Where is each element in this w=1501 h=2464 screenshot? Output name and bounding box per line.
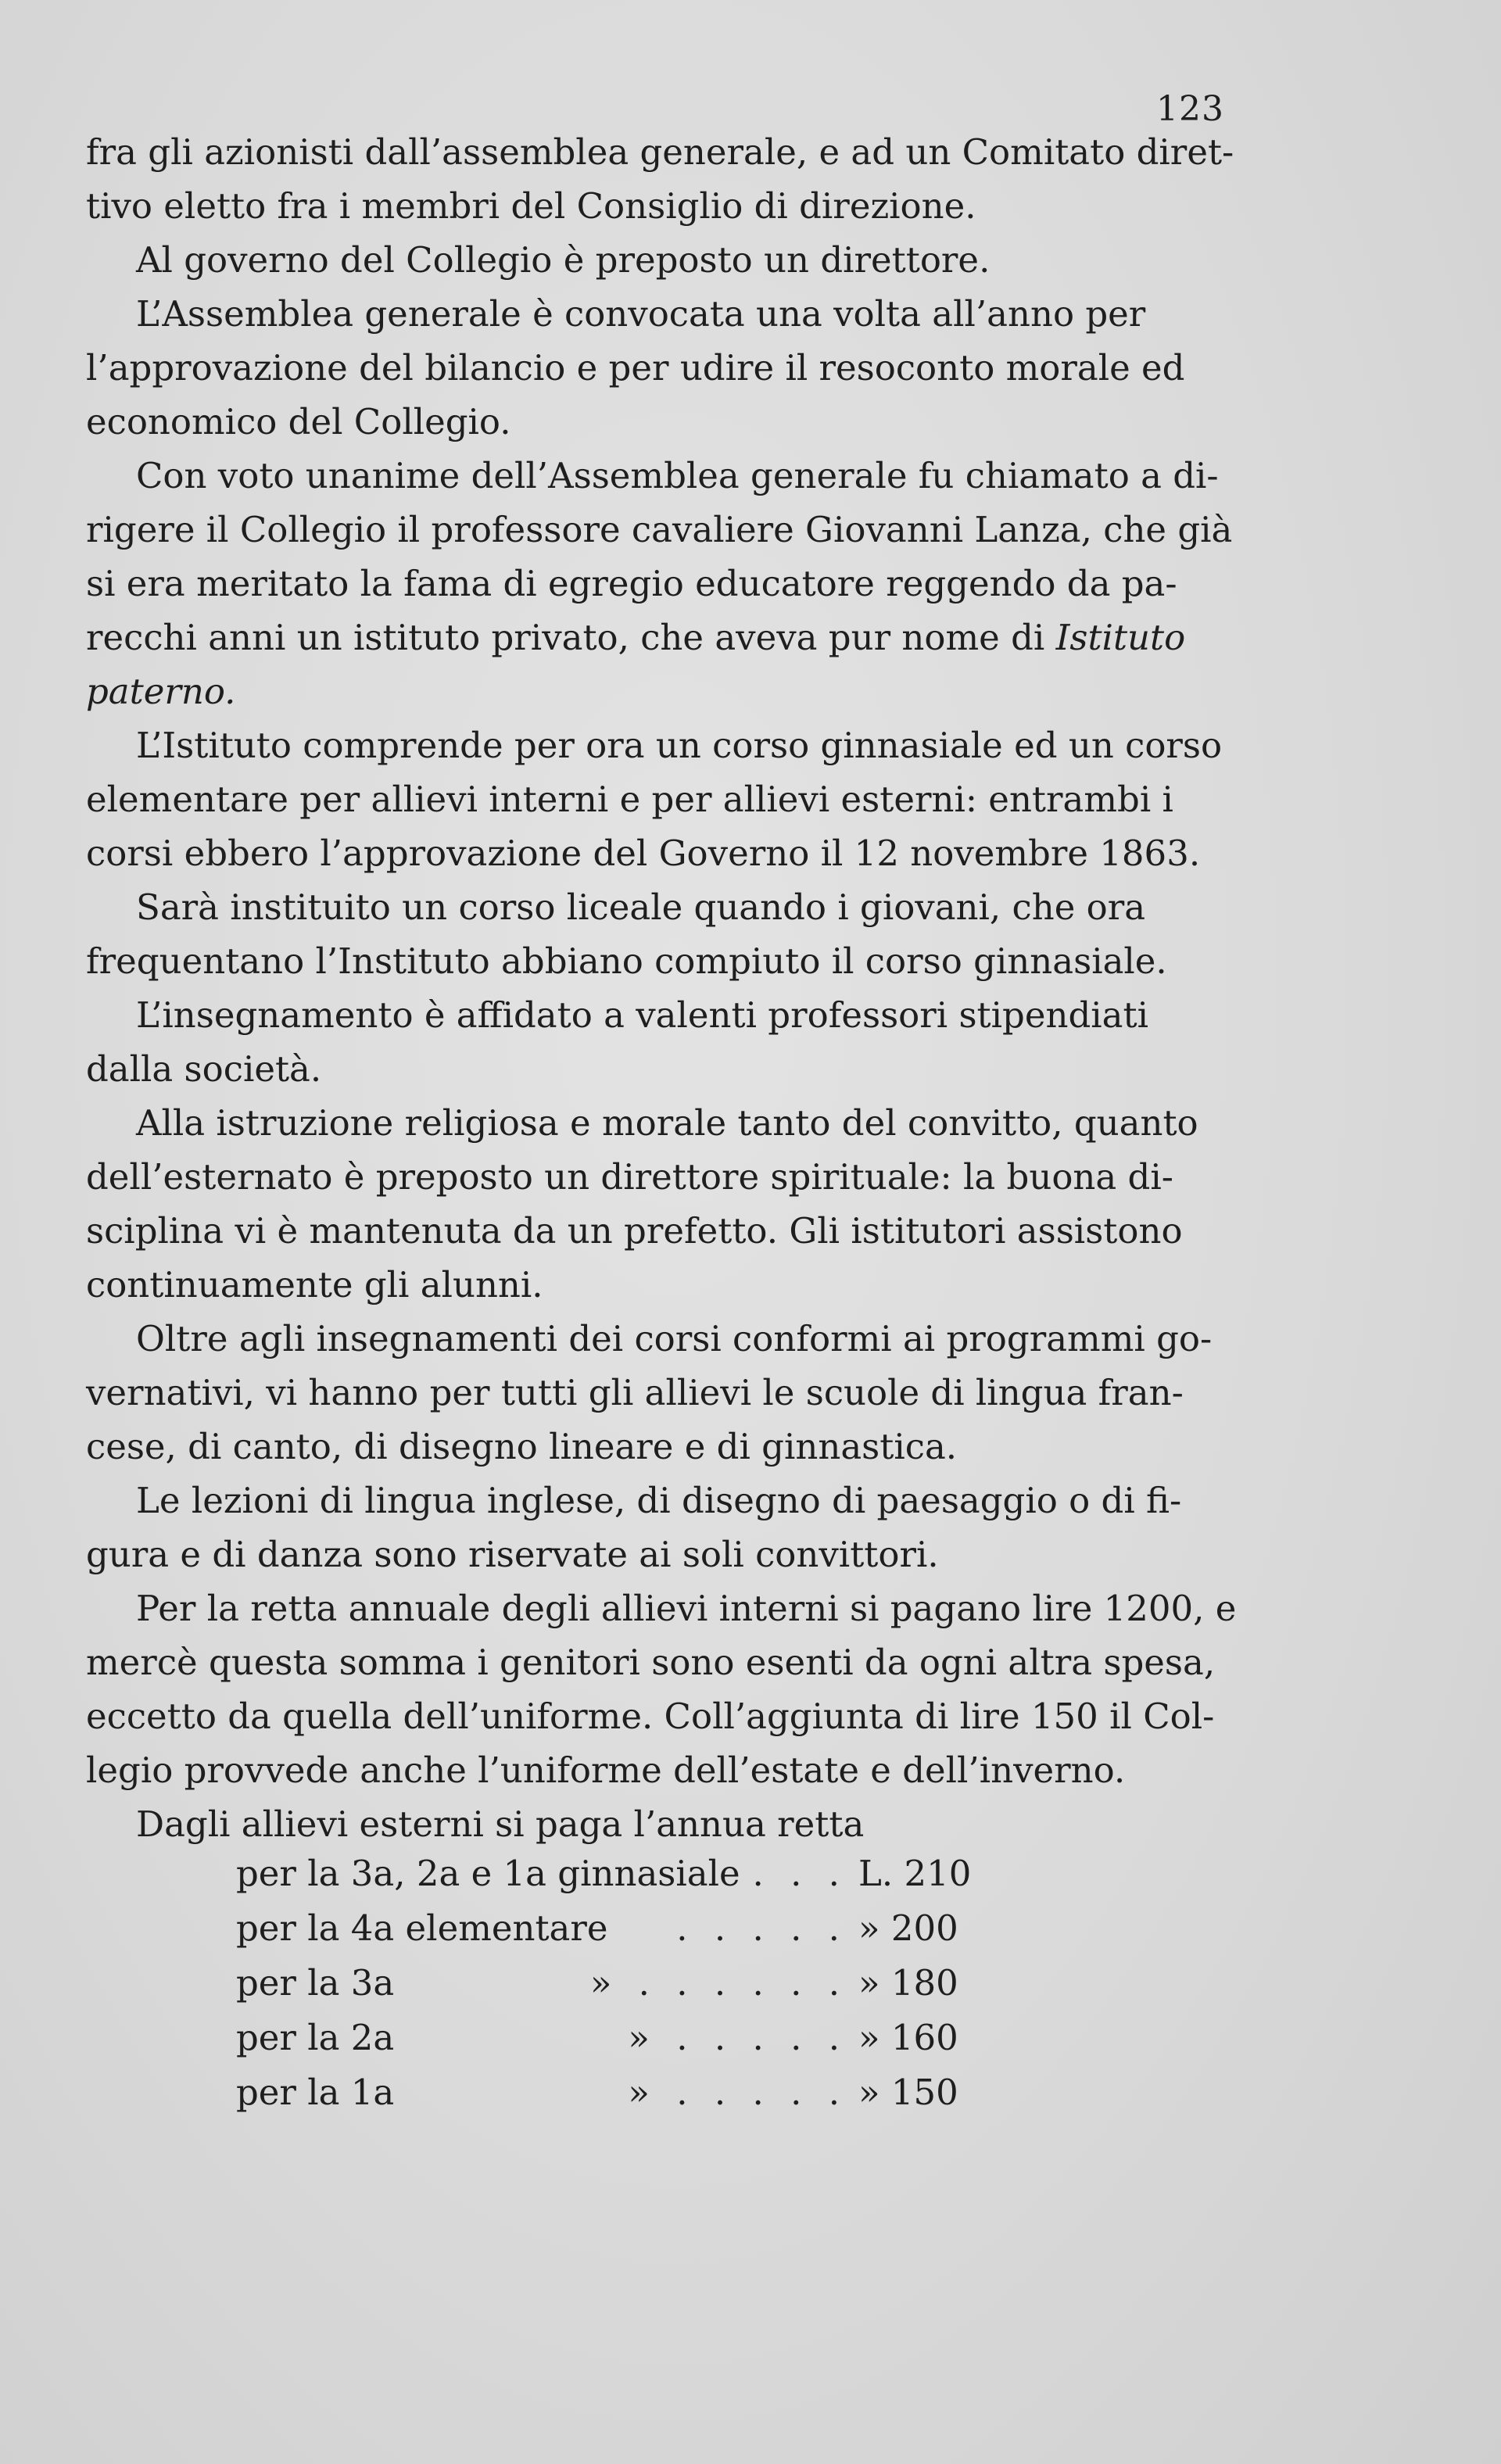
text-line: Sarà instituito un corso liceale quando i giovani, che ora (136, 886, 1146, 928)
tuition-dots: . . . (752, 1853, 847, 1894)
body-text (86, 125, 1237, 1851)
italic-word: Istituto (1055, 617, 1186, 658)
text-line: continuamente gli alunni. (86, 1264, 543, 1305)
tuition-label: per la 1a (236, 2072, 395, 2113)
tuition-row (236, 1846, 972, 1901)
text-line: gura e di danza sono riservate ai soli convittori. (86, 1534, 939, 1575)
text-line: Oltre agli insegnamenti dei corsi conformi ai programmi go- (136, 1318, 1213, 1359)
tuition-label: per la 2a (236, 2017, 395, 2058)
tuition-label: per la 3a, 2a e 1a ginnasiale (236, 1853, 740, 1894)
text-line: tivo eletto fra i membri del Consiglio di direzione. (86, 185, 976, 227)
text-line: Le lezioni di lingua inglese, di disegno di paesaggio o di fi- (136, 1480, 1182, 1521)
tuition-dots: » . . . . . (628, 2017, 847, 2058)
text-line: Dagli allievi esterni si paga l’annua retta (136, 1803, 865, 1845)
text-line: cese, di canto, di disegno lineare e di ginnastica. (86, 1426, 958, 1467)
tuition-dots: » . . . . . . (589, 1962, 847, 2004)
tuition-dots: . . . . . (676, 1907, 847, 1949)
text-line: dalla società. (86, 1048, 322, 1090)
text-line: Per la retta annuale degli allievi interni si pagano lire 1200, e (136, 1588, 1237, 1629)
text-line: L’insegnamento è affidato a valenti professori stipendiati (136, 994, 1148, 1036)
text-line: Alla istruzione religiosa e morale tanto del convitto, quanto (136, 1102, 1198, 1144)
text-line: rigere il Collegio il professore cavaliere Giovanni Lanza, che già (86, 509, 1233, 550)
text-line: Con voto unanime dell’Assemblea generale fu chiamato a di- (136, 455, 1219, 496)
tuition-amount: » 200 (858, 1907, 958, 1949)
text-line: dell’esternato è preposto un direttore spirituale: la buona di- (86, 1156, 1173, 1198)
text-line: l’approvazione del bilancio e per udire il resoconto morale ed (86, 347, 1185, 389)
tuition-row (236, 2065, 958, 2120)
text-line: fra gli azionisti dall’assemblea generale, e ad un Comitato diret- (86, 131, 1234, 173)
text-line: frequentano l’Instituto abbiano compiuto il corso ginnasiale. (86, 940, 1167, 982)
tuition-row (236, 1901, 958, 1956)
text-line (86, 611, 1227, 664)
text-line: legio provvede anche l’uniforme dell’estate e dell’inverno. (86, 1750, 1126, 1791)
text-line: si era meritato la fama di egregio educatore reggendo da pa- (86, 563, 1177, 604)
tuition-label: per la 4a elementare (236, 1907, 608, 1949)
tuition-dots: » . . . . . (628, 2072, 847, 2113)
text-span: recchi anni un istituto privato, che aveva pur nome di (86, 617, 1045, 658)
text-line: eccetto da quella dell’uniforme. Coll’aggiunta di lire 150 il Col- (86, 1696, 1215, 1737)
text-line: mercè questa somma i genitori sono esenti da ogni altra spesa, (86, 1642, 1216, 1683)
text-line: Al governo del Collegio è preposto un direttore. (136, 239, 991, 281)
text-line: L’Assemblea generale è convocata una volta all’anno per (136, 293, 1146, 335)
tuition-table (236, 1846, 972, 2120)
tuition-row (236, 2011, 958, 2065)
tuition-amount: » 160 (858, 2017, 958, 2058)
page-number: 123 (1156, 89, 1224, 129)
tuition-row (236, 1956, 958, 2011)
tuition-label: per la 3a (236, 1962, 395, 2004)
text-line: elementare per allievi interni e per allievi esterni: entrambi i (86, 779, 1173, 820)
tuition-amount: » 150 (858, 2072, 958, 2113)
text-line: sciplina vi è mantenuta da un prefetto. Gli istitutori assistono (86, 1210, 1183, 1252)
tuition-amount: » 180 (858, 1962, 958, 2004)
text-line: corsi ebbero l’approvazione del Governo il 12 novembre 1863. (86, 833, 1201, 874)
text-line: paterno. (86, 671, 236, 712)
text-line: vernativi, vi hanno per tutti gli allievi le scuole di lingua fran- (86, 1372, 1184, 1413)
tuition-amount: L. 210 (858, 1853, 972, 1894)
text-line: economico del Collegio. (86, 401, 511, 442)
text-line: L’Istituto comprende per ora un corso ginnasiale ed un corso (136, 725, 1223, 766)
